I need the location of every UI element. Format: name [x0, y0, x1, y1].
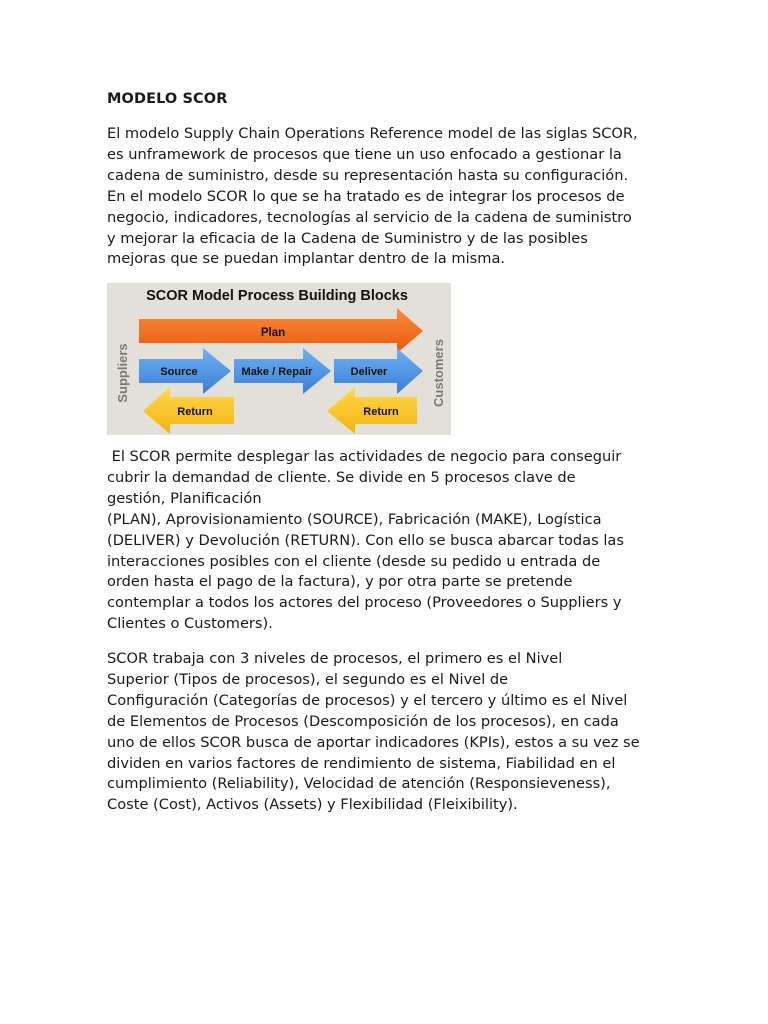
text-line: orden hasta el pago de la factura), y por otra parte se pretende — [107, 573, 573, 591]
text-line: contemplar a todos los actores del proceso (Proveedores o Suppliers y — [107, 594, 622, 612]
text-line: es unframework de procesos que tiene un uso enfocado a gestionar la — [107, 145, 622, 163]
text-line: SCOR trabaja con 3 niveles de procesos, el primero es el Nivel — [107, 650, 563, 667]
paragraph-processes — [107, 447, 667, 635]
text-line: interacciones posibles con el cliente (desde su pedido u entrada de — [107, 552, 601, 570]
text-line: gestión, Planificación — [107, 489, 262, 507]
text-line: El modelo Supply Chain Operations Reference model de las siglas SCOR, — [107, 125, 638, 142]
return-left-label: Return — [177, 406, 213, 418]
text-line: Configuración (Categorías de procesos) y el tercero y último es el Nivel — [107, 691, 628, 709]
customers-label: Customers — [431, 339, 446, 407]
document-heading: MODELO SCOR — [107, 91, 228, 107]
text-line: cubrir la demandad de cliente. Se divide en 5 procesos clave de — [107, 468, 576, 486]
text-line: uno de ellos SCOR busca de aportar indicadores (KPIs), estos a su vez se — [107, 733, 640, 751]
text-line: cumplimiento (Reliability), Velocidad de atención (Responsieveness), — [107, 775, 611, 793]
text-line: mejoras que se puedan implantar dentro de la misma. — [107, 250, 506, 268]
paragraph-levels — [107, 649, 667, 816]
text-line: dividen en varios factores de rendimiento de sistema, Fiabilidad en el — [107, 754, 616, 772]
text-line: cadena de suministro, desde su representación hasta su configuración. — [107, 166, 629, 184]
text-line: En el modelo SCOR lo que se ha tratado es de integrar los procesos de — [107, 187, 625, 205]
text-line: negocio, indicadores, tecnologías al servicio de la cadena de suministro — [107, 208, 632, 226]
scor-diagram-figure — [107, 283, 451, 435]
text-line: de Elementos de Procesos (Descomposición de los procesos), en cada — [107, 712, 619, 730]
text-line: Superior (Tipos de procesos), el segundo es el Nivel de — [107, 670, 509, 688]
diagram-title: SCOR Model Process Building Blocks — [146, 288, 408, 304]
plan-label: Plan — [260, 327, 286, 339]
text-line: (DELIVER) y Devolución (RETURN). Con ello se busca abarcar todas las — [107, 531, 624, 549]
text-line: y mejorar la eficacia de la Cadena de Suministro y de las posibles — [107, 229, 588, 247]
text-line: Coste (Cost), Activos (Assets) y Flexibilidad (Fleixibility). — [107, 796, 518, 814]
text-line: (PLAN), Aprovisionamiento (SOURCE), Fabricación (MAKE), Logística — [107, 510, 602, 528]
deliver-label: Deliver — [350, 366, 388, 378]
text-line: Clientes o Customers). — [107, 615, 273, 633]
suppliers-label: Suppliers — [115, 343, 130, 403]
source-label: Source — [160, 366, 198, 378]
text-line: El SCOR permite desplegar las actividades de negocio para conseguir — [107, 448, 622, 465]
scor-diagram — [107, 283, 451, 435]
make-repair-label: Make / Repair — [241, 366, 313, 378]
return-right-label: Return — [363, 406, 399, 418]
paragraph-intro — [107, 124, 667, 270]
